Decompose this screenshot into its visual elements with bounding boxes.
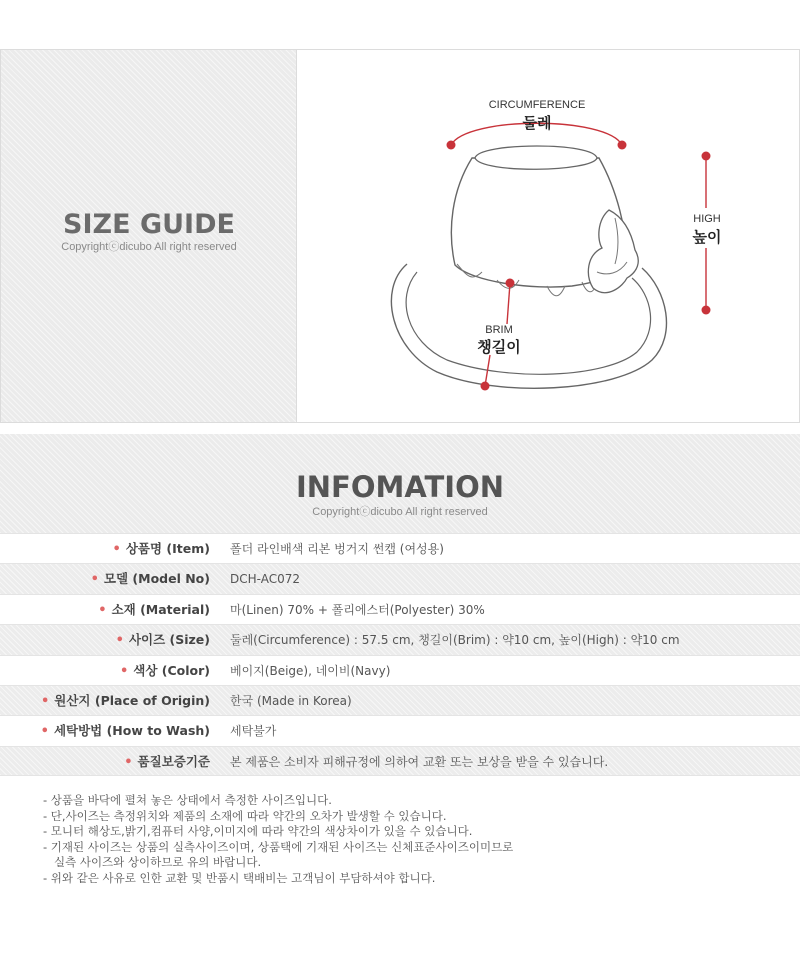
brim-point-bottom	[481, 382, 490, 391]
bullet-icon: •	[40, 693, 50, 709]
bullet-icon: •	[119, 663, 129, 679]
table-row	[0, 746, 800, 776]
row-value: 마(Linen) 70% + 폴리에스터(Polyester) 30%	[230, 602, 485, 617]
row-label: • 세탁방법 (How to Wash)	[40, 723, 210, 740]
table-row	[0, 655, 800, 685]
table-row	[0, 685, 800, 715]
size-guide-title-panel	[0, 50, 296, 422]
size-guide-section	[0, 49, 800, 423]
brim-label-ko: 챙길이	[477, 338, 521, 356]
row-label: • 상품명 (Item)	[112, 541, 210, 557]
information-header	[0, 434, 800, 533]
bullet-icon: •	[112, 542, 121, 557]
table-row	[0, 533, 800, 563]
row-label: • 품질보증기준	[124, 753, 210, 770]
hat-diagram-panel	[296, 50, 800, 422]
bullet-icon: •	[98, 602, 107, 618]
height-point-bottom	[702, 306, 711, 315]
information-copyright: Copyrightⓒdicubo All right reserved	[312, 506, 488, 518]
table-row	[0, 563, 800, 593]
note-line: - 상품을 바닥에 펼쳐 놓은 상태에서 측정한 사이즈입니다.	[43, 793, 332, 807]
note-line: - 모니터 해상도,밝기,컴퓨터 사양,이미지에 따라 약간의 색상차이가 있을 수 있습니다.	[43, 824, 473, 838]
information-table	[0, 533, 800, 776]
note-line: 실측 사이즈와 상이하므로 유의 바랍니다.	[43, 855, 262, 869]
table-row	[0, 594, 800, 624]
row-value: 둘레(Circumference) : 57.5 cm, 챙길이(Brim) : 약10 cm, 높이(High) : 약10 cm	[230, 633, 680, 648]
bullet-icon: •	[40, 724, 49, 740]
height-label-ko: 높이	[692, 228, 722, 246]
circumference-point-left	[447, 141, 456, 150]
circumference-label-ko: 둘레	[522, 114, 552, 132]
circumference-point-right	[618, 141, 627, 150]
bullet-icon: •	[115, 633, 124, 649]
information-title: INFOMATION	[295, 470, 505, 504]
row-value: 폴더 라인배색 리본 벙거지 썬캡 (여성용)	[230, 542, 444, 556]
size-guide-title: SIZE GUIDE	[63, 209, 235, 240]
hat-crown-top	[475, 146, 597, 169]
note-line: - 위와 같은 사유로 인한 교환 및 반품시 택배비는 고객님이 부담하셔야 합니다.	[43, 870, 436, 885]
size-guide-copyright: Copyrightⓒdicubo All right reserved	[61, 241, 237, 253]
note-line: - 기재된 사이즈는 상품의 실측사이즈이며, 상품택에 기재된 사이즈는 신체표준사이즈이미므로	[43, 839, 514, 854]
table-row	[0, 715, 800, 745]
row-value: 세탁불가	[230, 724, 277, 739]
row-label: • 색상 (Color)	[119, 662, 210, 679]
row-value: 본 제품은 소비자 피해규정에 의하여 교환 또는 보상을 받을 수 있습니다.	[230, 754, 609, 769]
row-value: 베이지(Beige), 네이비(Navy)	[230, 663, 391, 678]
circumference-label-en: CIRCUMFERENCE	[488, 99, 586, 111]
row-label: • 사이즈 (Size)	[115, 632, 210, 649]
height-label-en: HIGH	[693, 213, 721, 225]
row-label: • 원산지 (Place of Origin)	[40, 692, 210, 709]
height-point-top	[702, 152, 711, 161]
brim-point-top	[506, 279, 515, 288]
hat-diagram	[297, 50, 800, 422]
bullet-icon: •	[124, 754, 133, 770]
brim-label-en: BRIM	[485, 324, 513, 336]
notes-list	[43, 793, 783, 886]
row-label: • 모델 (Model No)	[90, 571, 210, 588]
table-row	[0, 624, 800, 654]
row-value: DCH-AC072	[230, 572, 300, 587]
note-line: - 단,사이즈는 측정위치와 제품의 소재에 따라 약간의 오차가 발생할 수 있습니다.	[43, 808, 447, 823]
row-label: • 소재 (Material)	[98, 601, 210, 618]
row-value: 한국 (Made in Korea)	[230, 693, 352, 708]
bullet-icon: •	[90, 572, 99, 588]
